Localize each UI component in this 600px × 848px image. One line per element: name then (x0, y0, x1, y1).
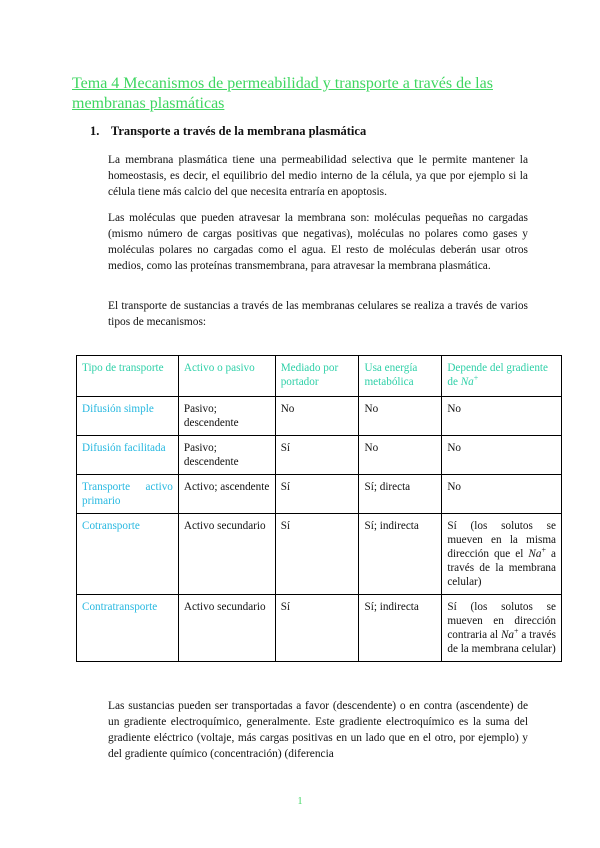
cell-gradient-text: Sí (los solutos se mueven en dirección contraria al (447, 601, 556, 641)
document-title: Tema 4 Mecanismos de permeabilidad y transporte a través de las membranas plasmáticas (72, 75, 493, 112)
na-symbol: Na (500, 629, 515, 641)
paragraph-molecules: Las moléculas que pueden atravesar la membrana son: moléculas pequeñas no cargadas (mismo número de cargas positivas que negativas), moléculas no polares como gases y moléculas polares no cargadas como el agua. El resto de moléculas deberán usar otros medios, como las proteínas transmembrana, para atravesar la membrana plasmática. (108, 212, 528, 272)
cell-gradient-suffix: a través de la membrana celular) (447, 629, 556, 655)
table-row (77, 397, 562, 436)
section-number: 1. (90, 124, 100, 138)
table-row (77, 514, 562, 595)
paragraph-homeostasis: La membrana plasmática tiene una permeabilidad selectiva que le permite mantener la homeostasis, es decir, el equilibrio del medio interno de la célula, ya que por ejemplo si la célula tiene más calcio del que necesita entraría en apoptosis. (108, 154, 528, 198)
table-header-row (77, 356, 562, 397)
cell-gradient (442, 595, 562, 662)
cell-carrier: Sí (275, 514, 359, 595)
cell-gradient-text: Sí (los solutos se mueven en la misma dirección que el (447, 520, 556, 560)
cell-gradient: No (442, 397, 562, 436)
na-charge: + (514, 626, 519, 636)
header-activo-pasivo: Activo o pasivo (178, 356, 275, 397)
cell-active-passive: Activo secundario (178, 514, 275, 595)
section-heading (90, 124, 366, 139)
table-row (77, 436, 562, 475)
transport-table (76, 355, 562, 662)
cell-type: Transporte activo primario (77, 475, 179, 514)
cell-type: Cotransporte (77, 514, 179, 595)
cell-energy: Sí; directa (359, 475, 442, 514)
cell-carrier: Sí (275, 475, 359, 514)
paragraph-gradient: Las sustancias pueden ser transportadas a favor (descendente) o en contra (ascendente) de un gradiente electroquímico, generalmente. Este gradiente electroquímico es la suma del gradiente eléctrico (voltaje, más cargas positivas en un lado que en el otro, por ejemplo) y del gradiente químico (concentración) (diferencia (108, 700, 528, 760)
cell-active-passive: Pasivo; descendente (178, 397, 275, 436)
cell-active-passive: Activo secundario (178, 595, 275, 662)
cell-type: Difusión simple (77, 397, 179, 436)
cell-energy: Sí; indirecta (359, 595, 442, 662)
table-row (77, 595, 562, 662)
table-row (77, 475, 562, 514)
na-symbol: Na (528, 548, 542, 560)
cell-energy: Sí; indirecta (359, 514, 442, 595)
header-gradiente (442, 356, 562, 397)
cell-active-passive: Pasivo; descendente (178, 436, 275, 475)
cell-energy: No (359, 397, 442, 436)
cell-gradient-suffix: a través de la membrana celular) (447, 548, 556, 588)
cell-energy: No (359, 436, 442, 475)
cell-type: Difusión facilitada (77, 436, 179, 475)
na-charge: + (473, 373, 479, 383)
page-number: 1 (297, 796, 303, 807)
na-charge: + (541, 545, 546, 555)
header-mediado: Mediado por portador (275, 356, 359, 397)
section-heading-text: Transporte a través de la membrana plasmática (110, 124, 367, 138)
cell-active-passive: Activo; ascendente (178, 475, 275, 514)
na-symbol: Na (460, 376, 474, 388)
header-tipo: Tipo de transporte (77, 356, 179, 397)
paragraph-mechanisms: El transporte de sustancias a través de las membranas celulares se realiza a través de varios tipos de mecanismos: (108, 300, 528, 328)
cell-type: Contratransporte (77, 595, 179, 662)
header-gradiente-text: Depende del gradiente de (447, 362, 548, 388)
cell-carrier: Sí (275, 436, 359, 475)
cell-carrier: No (275, 397, 359, 436)
cell-gradient (442, 514, 562, 595)
header-energia: Usa energía metabólica (359, 356, 442, 397)
cell-gradient: No (442, 436, 562, 475)
cell-carrier: Sí (275, 595, 359, 662)
cell-gradient: No (442, 475, 562, 514)
